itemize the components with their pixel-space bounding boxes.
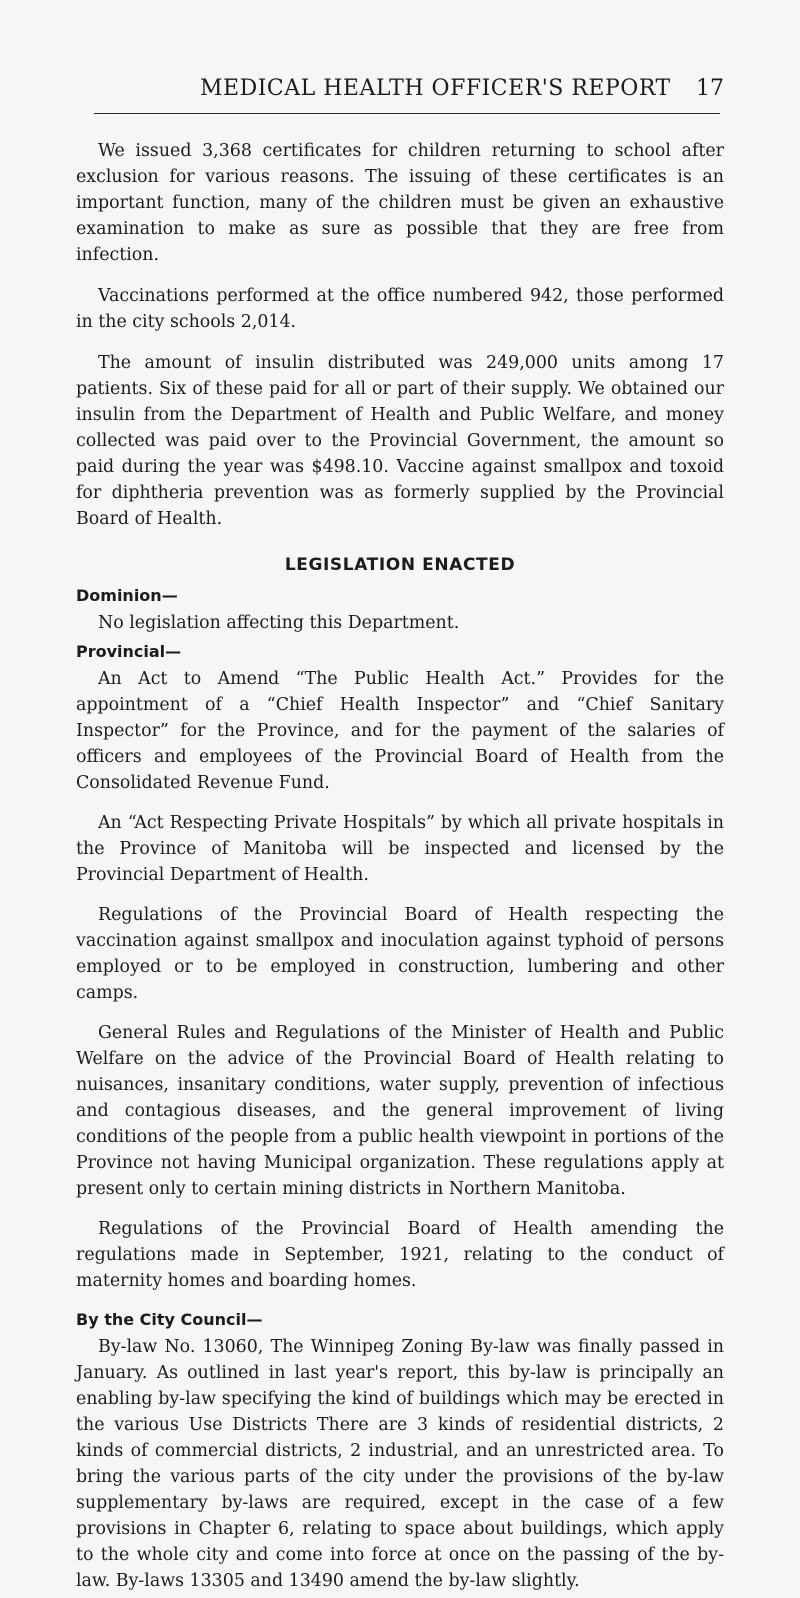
legislation-heading: LEGISLATION ENACTED [284,555,516,575]
paragraph-insulin: The amount of insulin distributed was 249,000 units among 17 patients. Six of these paid for all or part of their supply. We obtained our insulin from the Department of Health and Public Welfare, and money collected was paid over to the Provincial Government, the amount so paid during the year was $498.10. Vaccine against smallpox and toxoid for diphtheria prevention was as formerly supplied by the Provincial Board of Health. [76,353,724,529]
provincial-paragraph: An Act to Amend “The Public Health Act.” Provides for the appointment of a “Chief Health Inspector” and “Chief Sanitary Inspector” for the Province, and for the payment of the salaries of officers and employees of the Provincial Board of Health from the Consolidated Revenue Fund. [76,669,724,793]
page-number: 17 [696,76,724,101]
provincial-paragraph: Regulations of the Provincial Board of Health amending the regulations made in September, 1921, relating to the conduct of maternity homes and boarding homes. [76,1219,724,1291]
provincial-paragraph: Regulations of the Provincial Board of Health respecting the vaccination against smallpox and inoculation against typhoid of persons employed or to be employed in construction, lumbering and other camps. [76,905,724,1003]
provincial-heading: Provincial— [76,642,182,661]
dominion-heading: Dominion— [76,586,178,605]
provincial-paragraph: An “Act Respecting Private Hospitals” by which all private hospitals in the Province of Manitoba will be inspected and licensed by the Provincial Department of Health. [76,813,724,885]
provincial-paragraph: General Rules and Regulations of the Minister of Health and Public Welfare on the advice of the Provincial Board of Health relating to nuisances, insanitary conditions, water supply, prevention of infectious and contagious diseases, and the general improvement of living conditions of the people from a public health viewpoint in portions of the Province not having Municipal organization. These regulations apply at present only to certain mining districts in Northern Manitoba. [76,1023,724,1199]
page-body [76,138,724,1598]
dominion-text: No legislation affecting this Department. [98,613,460,633]
running-head: MEDICAL HEALTH OFFICER'S REPORT [200,76,671,101]
paragraph-vaccinations: Vaccinations performed at the office numbered 942, those performed in the city schools 2,014. [76,286,724,332]
paragraph-certificates: We issued 3,368 certificates for children returning to school after exclusion for various reasons. The issuing of these certificates is an important function, many of the children must be given an exhaustive examination to make as sure as possible that they are free from infection. [76,141,724,265]
header-rule [94,113,720,114]
city-council-text: By-law No. 13060, The Winnipeg Zoning By-law was finally passed in January. As outlined in last year's report, this by-law is principally an enabling by-law specifying the kind of buildings which may be erected in the various Use Districts There are 3 kinds of residential districts, 2 kinds of commercial districts, 2 industrial, and an unrestricted area. To bring the various parts of the city under the provisions of the by-law supplementary by-laws are required, except in the case of a few provisions in Chapter 6, relating to space about buildings, which apply to the whole city and come into force at once on the passing of the by-law. By-laws 13305 and 13490 amend the by-law slightly. [76,1337,724,1591]
city-council-heading: By the City Council— [76,1310,263,1329]
